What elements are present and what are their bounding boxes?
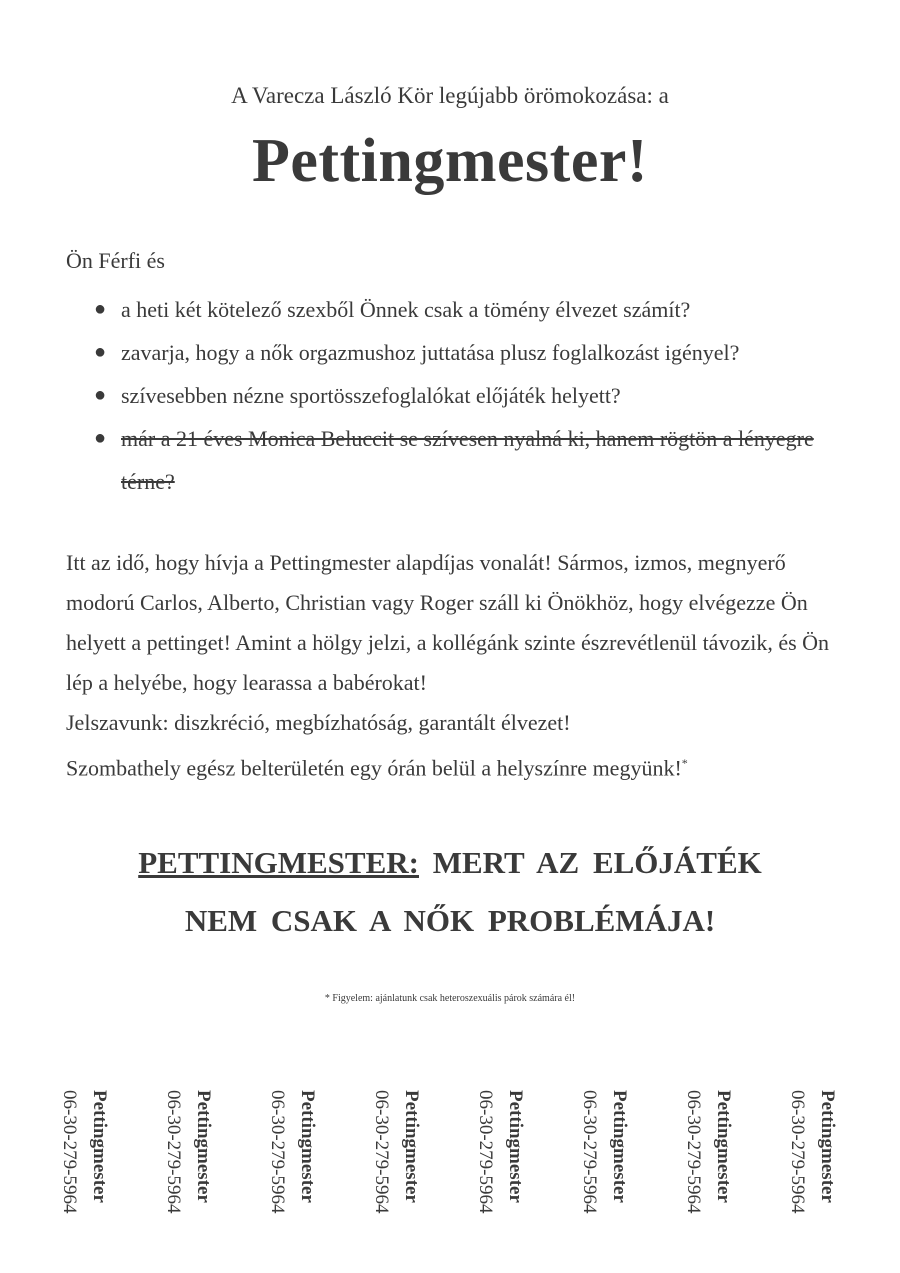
tear-off-tab[interactable] — [682, 1090, 742, 1220]
slogan — [0, 834, 900, 950]
tear-off-tab[interactable] — [370, 1090, 430, 1220]
slogan-line1: MERT AZ ELŐJÁTÉK — [432, 845, 762, 880]
intro-text: Ön Férfi és — [66, 248, 165, 273]
bullet-icon: ● — [94, 427, 107, 449]
tear-off-tab[interactable] — [266, 1090, 326, 1220]
page-title: Pettingmester! — [251, 127, 648, 195]
tab-name: Pettingmester — [609, 1090, 630, 1203]
footnote-mark: * — [681, 756, 688, 770]
tab-phone: 06-30-279-5964 — [787, 1090, 808, 1214]
coverage-line: Szombathely egész belterületén egy órán belül a helyszínre megyünk! — [66, 755, 682, 781]
tear-off-tab[interactable] — [786, 1090, 846, 1220]
tear-off-tab[interactable] — [578, 1090, 638, 1220]
struck-list-item-text: már a 21 éves Monica Beluccit se szívesen nyalná ki, hanem rögtön a lényegre térne? — [121, 426, 814, 494]
tab-phone: 06-30-279-5964 — [475, 1090, 496, 1214]
tab-name: Pettingmester — [297, 1090, 318, 1203]
motto-line: Jelszavunk: diszkréció, megbízhatóság, garantált élvezet! — [66, 710, 571, 735]
tab-name: Pettingmester — [817, 1090, 838, 1203]
tab-name: Pettingmester — [505, 1090, 526, 1203]
tear-off-tab[interactable] — [58, 1090, 118, 1220]
slogan-line2: NEM CSAK A NŐK PROBLÉMÁJA! — [184, 903, 716, 938]
tear-off-tab[interactable] — [474, 1090, 534, 1220]
list-item — [66, 288, 826, 331]
list-item — [66, 331, 826, 374]
body-text — [66, 543, 856, 788]
list-item-text: a heti két kötelező szexből Önnek csak a tömény élvezet számít? — [121, 297, 691, 322]
tab-name: Pettingmester — [713, 1090, 734, 1203]
tab-phone: 06-30-279-5964 — [371, 1090, 392, 1214]
bullet-icon: ● — [94, 384, 107, 406]
tab-name: Pettingmester — [89, 1090, 110, 1203]
tab-phone: 06-30-279-5964 — [163, 1090, 184, 1214]
question-list — [66, 288, 826, 503]
tab-name: Pettingmester — [401, 1090, 422, 1203]
tear-off-tabs — [58, 1090, 858, 1220]
slogan-brand: PETTINGMESTER: — [138, 845, 419, 880]
tab-name: Pettingmester — [193, 1090, 214, 1203]
bullet-icon: ● — [94, 341, 107, 363]
tab-phone: 06-30-279-5964 — [683, 1090, 704, 1214]
footnote: * Figyelem: ajánlatunk csak heteroszexuális párok számára él! — [324, 993, 576, 1004]
list-item-text: szívesebben nézne sportösszefoglalókat előjáték helyett? — [121, 383, 621, 408]
subtitle: A Varecza László Kör legújabb örömokozása: a — [231, 83, 669, 108]
body-paragraph: Itt az idő, hogy hívja a Pettingmester alapdíjas vonalát! Sármos, izmos, megnyerő modorú Carlos, Alberto, Christian vagy Roger száll ki Önökhöz, hogy elvégezze Ön helyett a pettinget! Amint a hölgy jelzi, a kollégánk szinte észrevétlenül távozik, és Ön lép a helyébe, hogy learassa a babérokat! — [66, 550, 830, 695]
tab-phone: 06-30-279-5964 — [579, 1090, 600, 1214]
list-item-text: zavarja, hogy a nők orgazmushoz juttatása plusz foglalkozást igényel? — [121, 340, 740, 365]
tear-off-tab[interactable] — [162, 1090, 222, 1220]
tab-phone: 06-30-279-5964 — [267, 1090, 288, 1214]
list-item — [66, 417, 826, 503]
bullet-icon: ● — [94, 298, 107, 320]
list-item — [66, 374, 826, 417]
tab-phone: 06-30-279-5964 — [59, 1090, 80, 1214]
